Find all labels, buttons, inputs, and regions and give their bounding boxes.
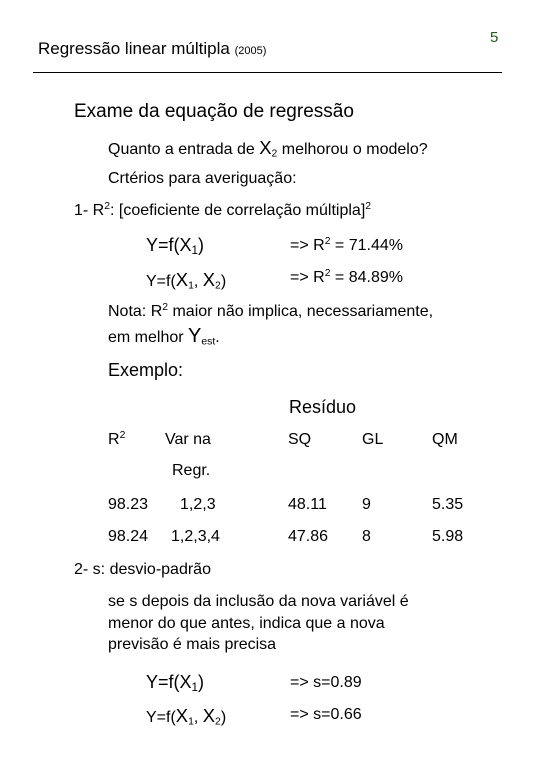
- table-header-var-line1: Var na: [165, 431, 211, 448]
- table-header-qm: QM: [432, 431, 458, 448]
- table-header-var-line2: Regr.: [172, 462, 211, 479]
- table-row-2-sq: 47.86: [288, 528, 329, 545]
- criterion-1: 1- $R^2$: [coeficiente de correlação múltipla]$^2$: [74, 200, 372, 219]
- model-2-r2: => $R^2 = 84.89\%$: [290, 267, 403, 286]
- criterion-2: 2- s: desvio-padrão: [74, 561, 211, 578]
- s-para-line-3: previsão é mais precisa: [108, 636, 277, 653]
- s-model-2-equation: $Y=f(X_1$, $X_2$): [146, 705, 227, 728]
- table-header-gl: GL: [362, 431, 384, 448]
- table-header-r2: $R^2$: [108, 429, 126, 448]
- question-text: Quanto a entrada de $X_2$ melhorou o modelo?: [108, 137, 428, 160]
- section-heading: Exame da equação de regressão: [74, 101, 354, 122]
- residuo-label: Resíduo: [289, 397, 357, 417]
- model-1-r2: => $R^2 = 71.44\%$: [290, 235, 403, 254]
- example-label: Exemplo:: [108, 360, 184, 380]
- title-year: (2005): [234, 45, 267, 57]
- table-row-1-qm: 5.35: [432, 496, 464, 513]
- note-line-1: Nota: $R^2$ maior não implica, necessariamente,: [108, 301, 434, 320]
- s-model-1-equation: $Y=f(X_1)$: [146, 672, 205, 694]
- table-row-2-var: 1,2,3,4: [171, 528, 220, 545]
- s-model-1-value: => s=0.89: [290, 674, 362, 691]
- table-row-2-gl: 8: [362, 528, 371, 545]
- table-row-2-r2: 98.24: [108, 528, 149, 545]
- s-para-line-1: se s depois da inclusão da nova variável é: [108, 593, 409, 610]
- s-para-line-2: menor do que antes, indica que a nova: [108, 615, 385, 632]
- s-model-2-value: => s=0.66: [290, 706, 362, 723]
- note-line-2: em melhor $Y_{est}$.: [108, 325, 220, 348]
- page-number: 5: [490, 29, 499, 46]
- model-2-equation: $Y=f(X_1$, $X_2$): [146, 269, 227, 292]
- table-row-1-var: 1,2,3: [180, 496, 216, 513]
- model-1-equation: $Y=f(X_1)$: [146, 235, 205, 257]
- table-row-1-gl: 9: [362, 496, 371, 513]
- table-row-2-qm: 5.98: [432, 528, 464, 545]
- title-main: Regressão linear múltipla: [38, 39, 230, 58]
- table-header-sq: SQ: [288, 431, 312, 448]
- title-divider: [33, 72, 502, 73]
- table-row-1-sq: 48.11: [288, 496, 327, 513]
- table-row-1-r2: 98.23: [108, 496, 149, 513]
- slide-title: [38, 39, 266, 59]
- criteria-label: Crtérios para averiguação:: [108, 170, 297, 187]
